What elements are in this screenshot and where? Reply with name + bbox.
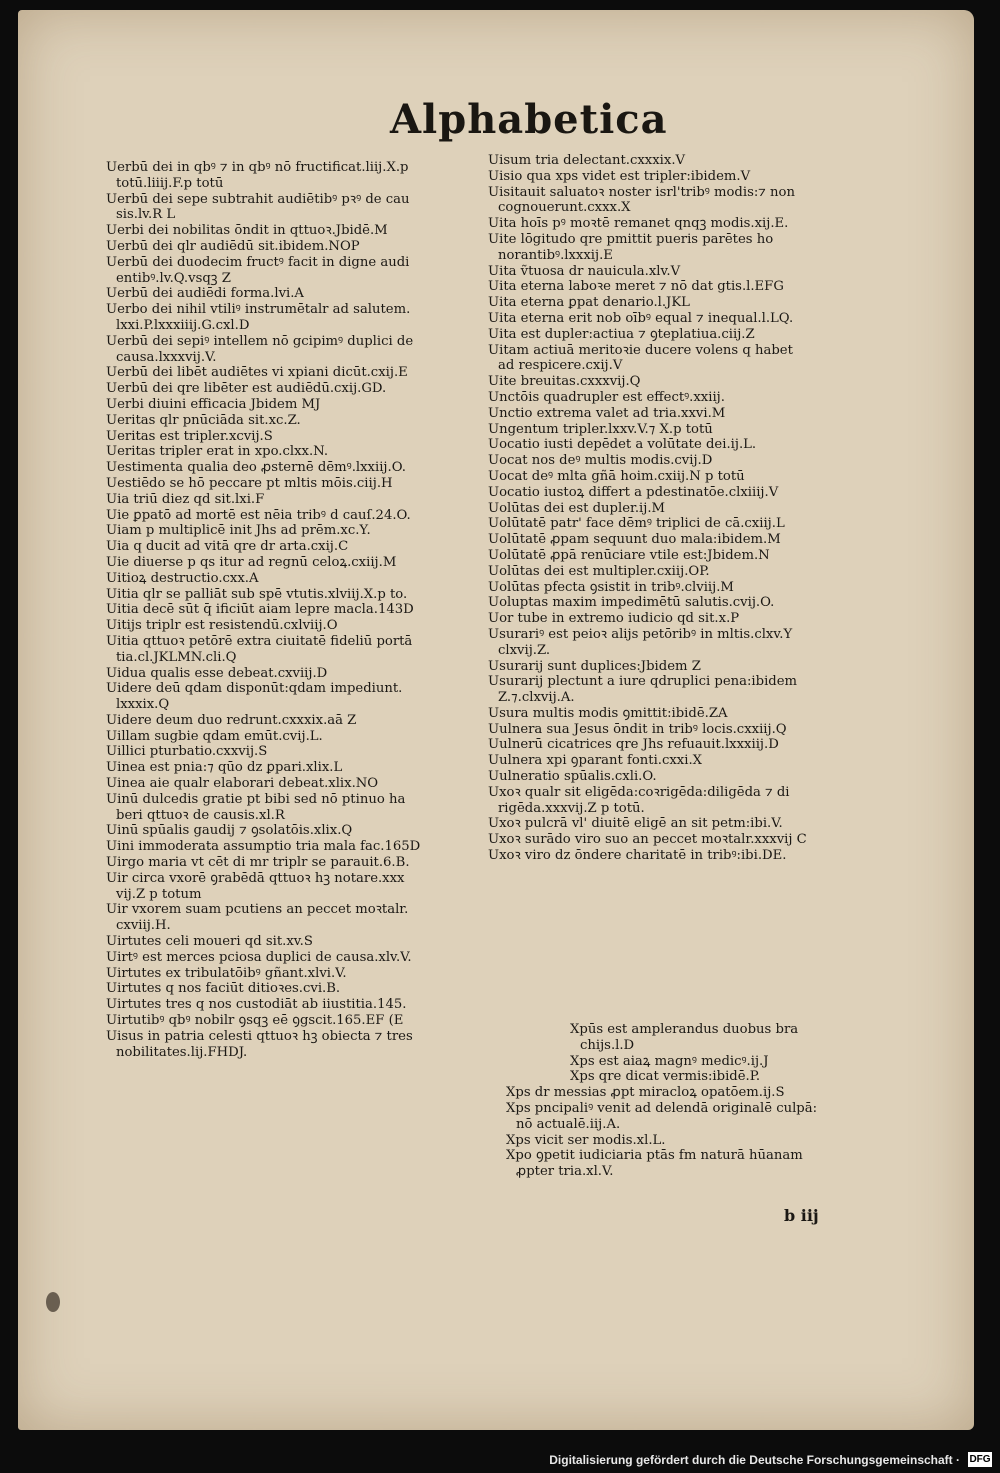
index-entry: Uerbo dei nihil vtiliꝰ instrumētalr ad salutem. — [106, 302, 411, 318]
index-entry: entibꝰ.lv.Q.vsqꝫ Z — [116, 270, 231, 286]
index-entry: Xps est aiaꝝ magnꝰ medicꝰ.ij.J — [570, 1053, 769, 1069]
index-entry: Uitioꝝ destructio.cxx.A — [106, 570, 259, 586]
xps-section — [506, 1022, 846, 1180]
index-entry: Uxoꝛ qualr sit eligēda:coꝛrigēda:diligēda ⁊ di — [488, 784, 790, 800]
index-entry: Uiam p multiplicē init Jhs ad prēm.xc.Y. — [106, 523, 371, 539]
index-entry: Uia triū diez qd sit.lxi.F — [106, 491, 265, 507]
index-entry: Uerbū dei duodecim fructꝰ facit in digne audi — [106, 254, 410, 270]
index-entry: vij.Z p totum — [116, 886, 202, 902]
index-entry: Uirgo maria vt cēt di mr tripl̄r se parauit.6.B. — [106, 855, 410, 871]
index-entry: Uolūtas dei est dupler.ij.M — [488, 500, 666, 516]
index-entry: Uitia decē sūt q̄ ificiūt aiam lepre macl̄a.143D — [106, 602, 414, 618]
index-entry: Uillici pturbatio.cxxvij.S — [106, 744, 268, 760]
index-entry: Xps dr messias ꝓpt miracloꝝ opatōem.ij.S — [506, 1085, 785, 1101]
index-entry: lxxi.P.lxxxiiij.G.cxl.D — [116, 317, 250, 333]
index-entry: nobilitates.lij.FHDJ. — [116, 1044, 248, 1060]
footer-bar — [0, 1448, 1000, 1473]
index-entry: Uerbū dei sepiꝰ intellem nō gcipimꝰ duplici de — [106, 333, 414, 349]
index-entry: Uirtutes tres q nos custodiāt ab iiustitia.145. — [106, 997, 407, 1013]
index-entry: Ueritas tripler erat in xpo.clxx.N. — [106, 444, 329, 460]
index-entry: Usura multis modis ꝯmittit:ibidē.ZA — [488, 705, 728, 721]
index-entry: Uita eterna erit nob oībꝰ equal ⁊ inequal.l.LQ. — [488, 310, 794, 326]
index-entry: Uirtutes ex tribulatōibꝰ gñant.xlvi.V. — [106, 965, 347, 981]
index-entry: Uie ꝑpatō ad mortē est nēia tribꝰ d cauſ.24.O. — [106, 507, 411, 523]
index-entry: Unctōis quadrupler est effectꝰ.xxiij. — [488, 389, 725, 405]
index-entry: Uir vxorem suam pcutiens an peccet moꝛtalr. — [106, 902, 409, 918]
index-entry: Uocat nos deꝰ multis modis.cvij.D — [488, 453, 713, 469]
index-entry: Uidere deū qdam disponūt:qdam impediunt. — [106, 681, 403, 697]
index-column-left — [106, 160, 476, 1060]
index-entry: Uoluptas maxim impedimētū salutis.cvij.O. — [488, 595, 775, 611]
index-entry: nō actualē.iij.A. — [516, 1116, 621, 1132]
index-entry: Uisus in patria celesti qttuoꝛ hꝫ obiecta ⁊ tres — [106, 1028, 413, 1044]
index-entry: Uirtutes celi moueri qd sit.xv.S — [106, 934, 313, 950]
index-entry: Uite breuitas.cxxxvij.Q — [488, 374, 641, 390]
index-entry: Uocatio iusti depēdet a volūtate dei.ij.L. — [488, 437, 757, 453]
index-entry: beri qttuoꝛ de causis.xl.R — [116, 807, 285, 823]
index-entry: Uerbū dei sepe subtrahit audiētibꝰ pꝛꝰ de cau — [106, 191, 410, 207]
index-entry: Uita est dupler:actiua ⁊ ꝯteplatiua.ciij.Z — [488, 326, 755, 342]
index-entry: Uinea est pnia:⁊ qūo dz ꝑpari.xlix.L — [106, 760, 343, 776]
index-entry: Uestimenta qualia deo ꝓsternē dēmꝰ.lxxiij.O. — [106, 460, 406, 476]
index-entry: Uirtꝰ est merces pciosa duplici de causa.xlv.V. — [106, 949, 412, 965]
index-entry: sis.lv.R L — [116, 207, 176, 223]
index-entry: Ungentum tripler.lxxv.V.⁊ X.p totū — [488, 421, 713, 437]
index-entry: Uerbi dei nobilitas ōndit in qttuoꝛ.Jbidē.M — [106, 223, 388, 239]
footer-credit: Digitalisierung gefördert durch die Deutsche Forschungsgemeinschaft · — [549, 1453, 960, 1467]
index-entry: Uolūtatē ꝓpā renūciare vtile est:Jbidem.N — [488, 547, 770, 563]
index-entry: Xpo ꝯpetit iudiciaria ptās fm naturā hūanam — [506, 1148, 803, 1164]
index-entry: Uerbū dei qlr audiēdū sit.ibidem.NOP — [106, 238, 360, 254]
index-entry: Ueritas est tripler.xcvij.S — [106, 428, 273, 444]
index-entry: norantibꝰ.lxxxij.E — [498, 247, 613, 263]
index-entry: Xpūs est amplerandus duobus bra — [570, 1022, 799, 1037]
index-entry: Uinū spūalis gaudij ⁊ ꝯsolatōis.xlix.Q — [106, 823, 353, 839]
index-entry: Usurarij sunt duplices:Jbidem Z — [488, 658, 701, 674]
index-entry: Uerbū dei libēt audiētes vi xpiani dicūt.cxij.E — [106, 365, 408, 381]
index-entry: Uolūtas pfecta ꝯsistit in tribꝰ.clviij.M — [488, 579, 734, 595]
page-title: Alphabetica — [390, 96, 668, 143]
index-entry: Usurarij plectunt a iure qdruplici pena:ibidem — [488, 674, 798, 690]
index-entry: Uulnera sua Jesus ōndit in tribꝰ locis.cxxiij.Q — [488, 721, 787, 737]
index-entry: Uulnerū cicatrices qre Jhs refuauit.lxxxiij.D — [488, 737, 779, 753]
index-entry: Uocatio iustoꝝ differt a pdestinatōe.clxiiij.V — [488, 484, 779, 500]
index-entry: Uestiēdo se hō peccare pt mltis mōis.ciij.H — [106, 475, 393, 491]
index-entry: Uia q ducit ad vitā qre dr arta.cxij.C — [106, 539, 349, 555]
index-entry: tia.cl.JKLMN.cli.Q — [116, 649, 237, 665]
index-entry: Xps pncipaliꝰ venit ad delendā originalē culpā: — [506, 1100, 818, 1116]
index-entry: Uerbi diuini efficacia Jbidem MJ — [106, 396, 321, 412]
index-entry: Uxoꝛ viro dz ōndere charitatē in tribꝰ:ibi.DE. — [488, 848, 787, 864]
index-entry: Uidua qualis esse debeat.cxviij.D — [106, 665, 328, 681]
index-entry: ꝓpter tria.xl.V. — [516, 1164, 614, 1180]
ink-stain — [46, 1292, 60, 1312]
index-entry: ad respicere.cxij.V — [498, 358, 623, 374]
index-entry: Uerbū dei in qbꝰ ⁊ in qbꝰ nō fructificat.liij.X.p — [106, 160, 409, 175]
book-page — [18, 10, 974, 1430]
index-entry: Uinea aie qualr elaborari debeat.xlix.NO — [106, 776, 379, 792]
index-entry: Ueritas qlr pnūciāda sit.xc.Z. — [106, 412, 301, 428]
index-entry: Uxoꝛ surādo viro suo an peccet moꝛtalr.xxxvij C — [488, 832, 807, 848]
index-entry: Xps qre dicat vermis:ibidē.P. — [570, 1069, 761, 1085]
index-entry: clxvij.Z. — [498, 642, 551, 658]
index-entry: Xps vicit ser modis.xl.L. — [506, 1132, 666, 1148]
index-entry: Uolūtas dei est multipler.cxiij.OP. — [488, 563, 710, 579]
index-entry: Uini immoderata assumptio tria mala fac.165D — [106, 839, 421, 855]
index-entry: Uita eterna ꝑpat denario.l.JKL — [488, 295, 690, 311]
index-entry: Uitijs triplr est resistendū.cxlviij.O — [106, 618, 338, 634]
index-entry: Uisio qua xps videt est tripler:ibidem.V — [488, 168, 751, 184]
index-entry: Uitam actiuā meritoꝛie ducere volens q habet — [488, 342, 793, 358]
index-entry: Uerbū dei audiēdi forma.lvi.A — [106, 286, 304, 302]
index-entry: Z.⁊.clxvij.A. — [498, 690, 575, 706]
index-entry: Uitia qttuoꝛ petōrē extra ciuitatē fideliū portā — [106, 633, 413, 649]
index-entry: lxxxix.Q — [116, 697, 170, 713]
index-entry: Unctio extrema valet ad tria.xxvi.M — [488, 405, 726, 421]
folio-signature: b iij — [784, 1206, 819, 1225]
index-entry: Uolūtatē patr' face dēmꝰ triplici de cā.cxiij.L — [488, 516, 785, 532]
index-entry: Uor tube in extremo iudicio qd sit.x.P — [488, 611, 740, 627]
index-entry: Uie diuerse p qs itur ad regnū celoꝝ.cxiij.M — [106, 554, 397, 570]
index-entry: Uolūtatē ꝓpam sequunt duo mala:ibidem.M — [488, 532, 781, 548]
index-entry: Uisitauit saluatoꝛ noster isrl'tribꝰ modis:⁊ non — [488, 184, 795, 200]
index-entry: Uinū dulcedis gratie pt bibi sed nō ptinuo ha — [106, 791, 406, 807]
index-entry: Uulnera xpi ꝯparant fonti.cxxi.X — [488, 753, 703, 769]
index-entry: Uita eterna laboꝛe meret ⁊ nō dat gtis.l.EFG — [488, 279, 784, 295]
index-entry: causa.lxxxvij.V. — [116, 349, 217, 365]
index-entry: chijs.l.D — [580, 1037, 635, 1053]
index-entry: Uulneratio spūalis.cxli.O. — [488, 769, 657, 785]
index-entry: Uisum tria delectant.cxxxix.V — [488, 153, 686, 168]
index-entry: Uillam sugbie qdam emūt.cvij.L. — [106, 728, 323, 744]
index-entry: Uidere deum duo redrunt.cxxxix.aā Z — [106, 712, 357, 728]
index-entry: Uita hoīs pꝰ moꝛtē remanet qnqꝫ modis.xij.E. — [488, 216, 789, 232]
index-entry: Uirtutibꝰ qbꝰ nobilr ꝯsqꝫ eē ꝯgscit.165.EF (E — [106, 1013, 404, 1029]
index-entry: Uita ṽtuosa dr nauicula.xlv.V — [488, 263, 681, 279]
index-entry: Uitia qlr se palliāt sub spē vtutis.xlviij.X.p to. — [106, 586, 408, 602]
index-entry: Uxoꝛ pulcrā vl' diuitē eligē an sit petm:ibi.V. — [488, 816, 783, 832]
index-entry: Uerbū dei qre libēter est audiēdū.cxij.GD. — [106, 381, 387, 397]
index-column-right — [488, 153, 846, 864]
index-entry: Uocat deꝰ mlta gñā hoim.cxiij.N p totū — [488, 468, 745, 484]
index-entry: Uite lōgitudo qre pmittit pueris parētes ho — [488, 231, 774, 247]
index-entry: Usurariꝰ est peioꝛ alijs petōribꝰ in mltis.clxv.Y — [488, 626, 793, 642]
index-entry: Uirtutes q nos faciūt ditioꝛes.cvi.B. — [106, 981, 341, 997]
index-entry: cxviij.H. — [116, 918, 171, 934]
index-entry: cognouerunt.cxxx.X — [498, 200, 631, 216]
dfg-logo: DFG — [969, 1454, 991, 1465]
index-entry: totū.liiij.F.p totū — [116, 175, 224, 191]
index-entry: Uir circa vxorē ꝯrabēdā qttuoꝛ hꝫ notare.xxx — [106, 870, 405, 886]
index-entry: rigēda.xxxvij.Z p totū. — [498, 800, 645, 816]
